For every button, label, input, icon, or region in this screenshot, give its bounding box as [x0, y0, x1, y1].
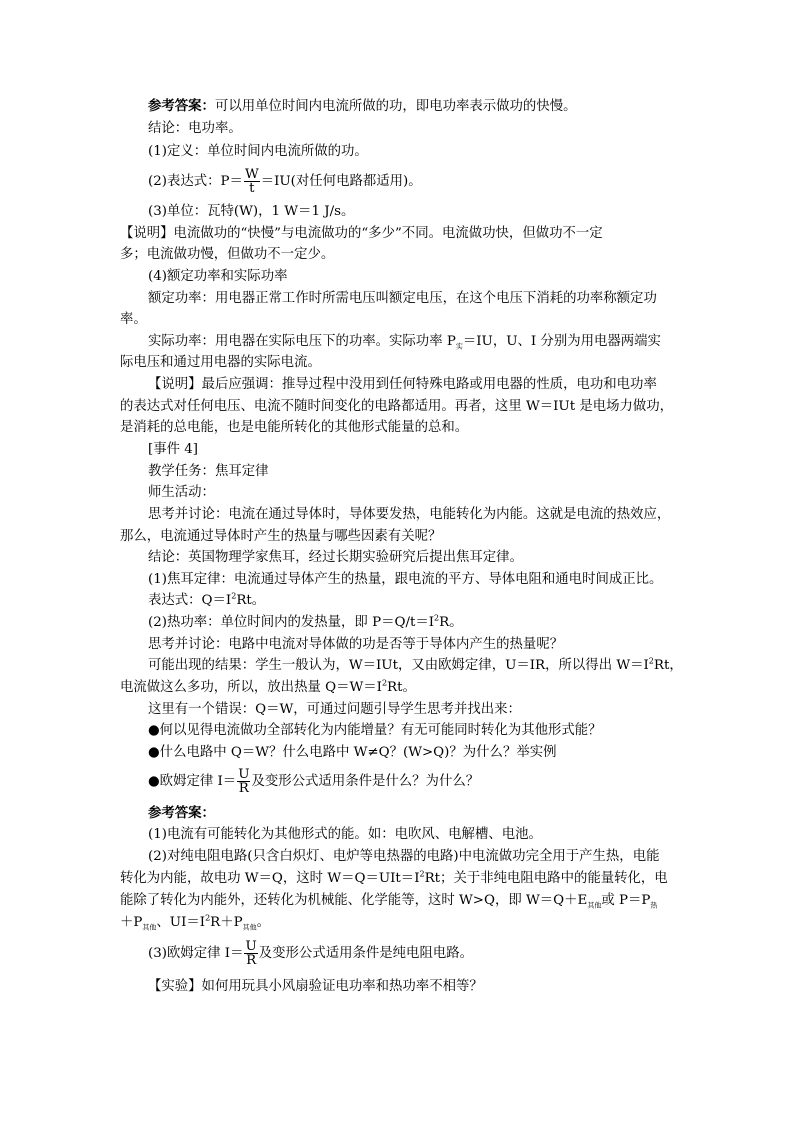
fraction: $\frac{U}{R}$ [245, 939, 257, 968]
text-line: 际电压和通过用电器的实际电流。 [120, 355, 321, 370]
text-line: 转化为内能，故电功 W＝Q，这时 $W=Q=UIt=I^2Rt$；关于非纯电阻电路中的能量转化，电 [120, 869, 668, 886]
text-line: 【说明】最后应强调：推导过程中没用到任何特殊电路或用电器的性质，电功和电功率 [148, 377, 657, 392]
text-line: 的表达式对任何电压、电流不随时间变化的电路都适用。再者，这里 W＝IUt 是电场力做功， [120, 399, 674, 414]
fraction: $\frac{U}{R}$ [238, 767, 250, 796]
bullet-item: ●何以见得电流做功全部转化为内能增量？有无可能同时转化为其他形式能？ [148, 723, 602, 738]
text-line: (1)电流有可能转化为其他形式的能。如：电吹风、电解槽、电池。 [148, 827, 542, 842]
formula-line: (2)表达式：P＝ $\frac{W}{t}$ ＝IU(对任何电路都适用)。 [148, 167, 422, 196]
text-line: 结论：英国物理学家焦耳，经过长期实验研究后提出焦耳定律。 [148, 550, 523, 565]
fraction: $\frac{W}{t}$ [244, 167, 259, 196]
text-line: 【实验】如何用玩具小风扇验证电功率和热功率不相等？ [148, 979, 483, 994]
text-line: 可能出现的结果：学生一般认为，W＝IUt，又由欧姆定律，U＝IR，所以得出 $W=I^2Rt$， [148, 656, 683, 673]
formula-line: (2)热功率：单位时间内的发热量，即 $P=Q/t=I^2R$。 [148, 613, 463, 630]
text-line: 参考答案：可以用单位时间内电流所做的功，即电功率表示做功的快慢。 [148, 98, 577, 114]
text-line: $+P_{其他}$、$UI=I^2R+P_{其他}$。 [120, 913, 271, 932]
text-line: 电流做这么多功，所以，放出热量 $Q=W=I^2Rt$。 [120, 678, 416, 695]
text-line: (1)焦耳定律：电流通过导体产生的热量，跟电流的平方、导体电阻和通电时间成正比。 [148, 572, 663, 587]
section-heading: [事件 4] [148, 442, 199, 457]
text-line: 【说明】电流做功的“快慢”与电流做功的“多少”不同。电流做功快，但做功不一定 [120, 226, 603, 241]
bullet-item: ●什么电路中 Q＝W？什么电路中 W≠Q？(W>Q)？为什么？举实例 [148, 745, 557, 760]
answer-label: 参考答案： [148, 805, 215, 821]
text-line: 思考并讨论：电路中电流对导体做的功是否等于导体内产生的热量呢？ [148, 637, 564, 652]
formula-line: 表达式：$Q=I^2Rt$。 [148, 591, 266, 608]
text-line: (1)定义：单位时间内电流所做的功。 [148, 144, 368, 159]
text-line: 多；电流做功慢，但做功不一定少。 [120, 247, 335, 262]
bullet-item: ●欧姆定律 I＝ $\frac{U}{R}$ 及变形公式适用条件是什么？为什么？ [148, 767, 480, 796]
text-line: 能除了转化为内能外，还转化为机械能、化学能等，这时 W>Q，即 $W=Q+E_{其他}$或 $P=P_热$ [120, 893, 658, 910]
text-line: 是消耗的总电能，也是电能所转化的其他形式能量的总和。 [120, 420, 469, 435]
formula-line: (3)欧姆定律 I＝ $\frac{U}{R}$ 及变形公式适用条件是纯电阻电路。 [148, 939, 474, 968]
text-line: 结论：电功率。 [148, 121, 242, 136]
text-line: 教学任务：焦耳定律 [148, 464, 269, 479]
text-line: 思考并讨论：电流在通过导体时，导体要发热，电能转化为内能。这就是电流的热效应， [148, 507, 671, 522]
text-line: (3)单位：瓦特(W)，1 W＝1 J/s。 [148, 204, 355, 219]
text-line: 率。 [120, 312, 147, 327]
text-line: 师生活动： [148, 485, 215, 500]
text-line: 额定功率：用电器正常工作时所需电压叫额定电压，在这个电压下消耗的功率称额定功 [148, 291, 657, 306]
text-line: 这里有一个错误：Q＝W，可通过问题引导学生思考并找出来： [148, 702, 521, 717]
text-line: (2)对纯电阻电路(只含白炽灯、电炉等电热器的电路)中电流做功完全用于产生热，电能 [148, 849, 660, 864]
text-line: 实际功率：用电器在实际电压下的功率。实际功率 $P_实=IU$，U、I 分别为用电器两端实 [148, 334, 661, 351]
answer-label: 参考答案： [148, 98, 215, 114]
text-line: (4)额定功率和实际功率 [148, 269, 288, 284]
text-line: 那么，电流通过导体时产生的热量与哪些因素有关呢？ [120, 529, 442, 544]
